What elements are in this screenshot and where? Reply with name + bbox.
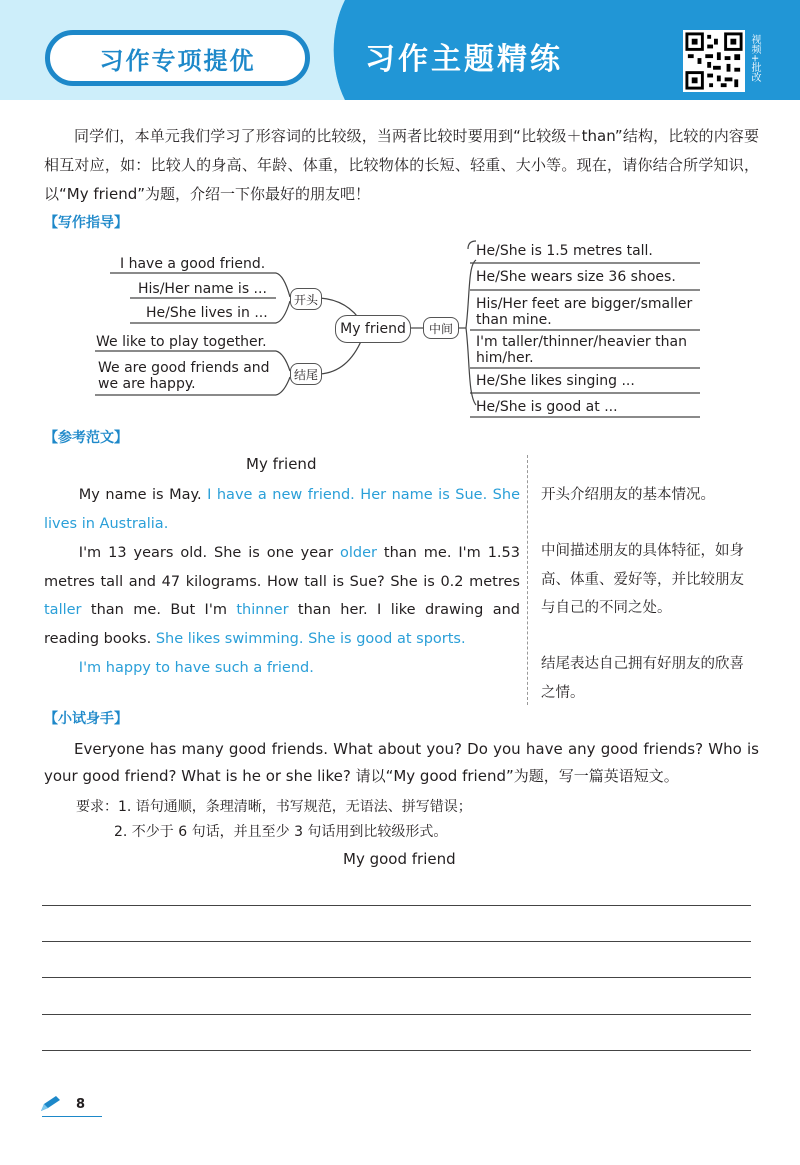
middle-item-6: him/her. (476, 350, 534, 366)
writing-line[interactable] (42, 905, 751, 906)
start-item-1: I have a good friend. (120, 256, 266, 272)
writing-line[interactable] (42, 1050, 751, 1051)
note-opening: 开头介绍朋友的基本情况。 (541, 487, 715, 503)
requirement-2: 2. 不少于 6 句话，并且至少 3 句话用到比较级形式。 (114, 824, 448, 840)
writing-line[interactable] (42, 977, 751, 978)
essay-paragraph-2 (44, 539, 520, 653)
essay-paragraph-3: I'm happy to have such a friend. (78, 660, 314, 676)
intro-paragraph (44, 122, 759, 209)
middle-item-2: He/She wears size 36 shoes. (476, 269, 676, 285)
middle-item-3: His/Her feet are bigger/smaller (476, 296, 693, 312)
note-ending: 结尾表达自己拥有好朋友的欣喜之情。 (541, 656, 744, 701)
branch-middle: 中间 (423, 317, 459, 339)
note-middle: 中间描述朋友的具体特征，如身高、体重、爱好等，并比较朋友与自己的不同之处。 (541, 543, 744, 616)
branch-start: 开头 (290, 288, 322, 310)
essay-divider (527, 455, 528, 705)
intro-text: 同学们，本单元我们学习了形容词的比较级，当两者比较时要用到“比较级＋than”结构，比较的内容要相互对应，如：比较人的身高、年龄、体重，比较物体的长短、轻重、大小等。现在，请你结合所学知识，以“My friend”为题，介绍一下你最好的朋友吧！ (44, 127, 759, 203)
essay-text: than me. I'm 1.53 metres tall and 47 kilograms. How tall is Sue? She is 0.2 metres (44, 545, 520, 590)
sample-essay (44, 481, 520, 683)
end-item-2: We are good friends and (98, 360, 270, 376)
mind-map (80, 235, 720, 425)
section-badge-title: 习作专项提优 (45, 30, 310, 86)
writing-line[interactable] (42, 1014, 751, 1015)
sample-essay-title: My friend (246, 455, 317, 473)
essay-text: than me. But I'm (81, 602, 237, 618)
qr-code-icon[interactable] (683, 30, 745, 92)
essay-paragraph-1 (44, 481, 520, 538)
essay-text: My name is May. (78, 487, 208, 503)
qr-code-label: 视频+批改 (749, 34, 760, 83)
middle-item-1: He/She is 1.5 metres tall. (476, 243, 653, 259)
mind-map-center: My friend (335, 315, 411, 343)
essay-text: I'm 13 years old. She is one year (78, 545, 340, 561)
writing-line[interactable] (42, 941, 751, 942)
practice-prompt (44, 736, 759, 790)
middle-item-5: I'm taller/thinner/heavier than (476, 334, 687, 350)
page-header (0, 0, 800, 100)
middle-item-7: He/She likes singing ... (476, 373, 635, 389)
middle-item-8: He/She is good at ... (476, 399, 618, 415)
branch-end: 结尾 (290, 363, 322, 385)
practice-prompt-text: Everyone has many good friends. What about you? Do you have any good friends? Who is your good friend? What is he or she like? 请以“My good friend”为题，写一篇英语短文。 (44, 740, 759, 785)
practice-title: My good friend (343, 850, 456, 868)
middle-item-4: than mine. (476, 312, 552, 328)
essay-highlight: older (339, 545, 377, 561)
end-item-1: We like to play together. (96, 334, 267, 350)
writing-guide-label: 【写作指导】 (44, 215, 128, 231)
sample-essay-label: 【参考范文】 (44, 430, 128, 446)
requirement-1: 要求：1. 语句通顺，条理清晰，书写规范，无语法、拼写错误； (76, 799, 472, 815)
footer-rule (42, 1116, 102, 1117)
page-title: 习作主题精练 (365, 42, 563, 77)
essay-highlight: She likes swimming. She is good at sports. (155, 630, 466, 647)
essay-text: than her. I like drawing and reading books. (44, 602, 520, 647)
essay-highlight: I have a new friend. Her name is Sue. She lives in Australia. (44, 487, 520, 532)
essay-highlight: taller (44, 602, 82, 618)
practice-label: 【小试身手】 (44, 711, 128, 727)
essay-highlight: thinner (236, 602, 289, 618)
page-number: 8 (76, 1097, 86, 1112)
pencil-icon (38, 1094, 64, 1114)
end-item-3: we are happy. (98, 376, 196, 392)
start-item-3: He/She lives in ... (146, 305, 268, 321)
start-item-2: His/Her name is ... (138, 281, 267, 297)
